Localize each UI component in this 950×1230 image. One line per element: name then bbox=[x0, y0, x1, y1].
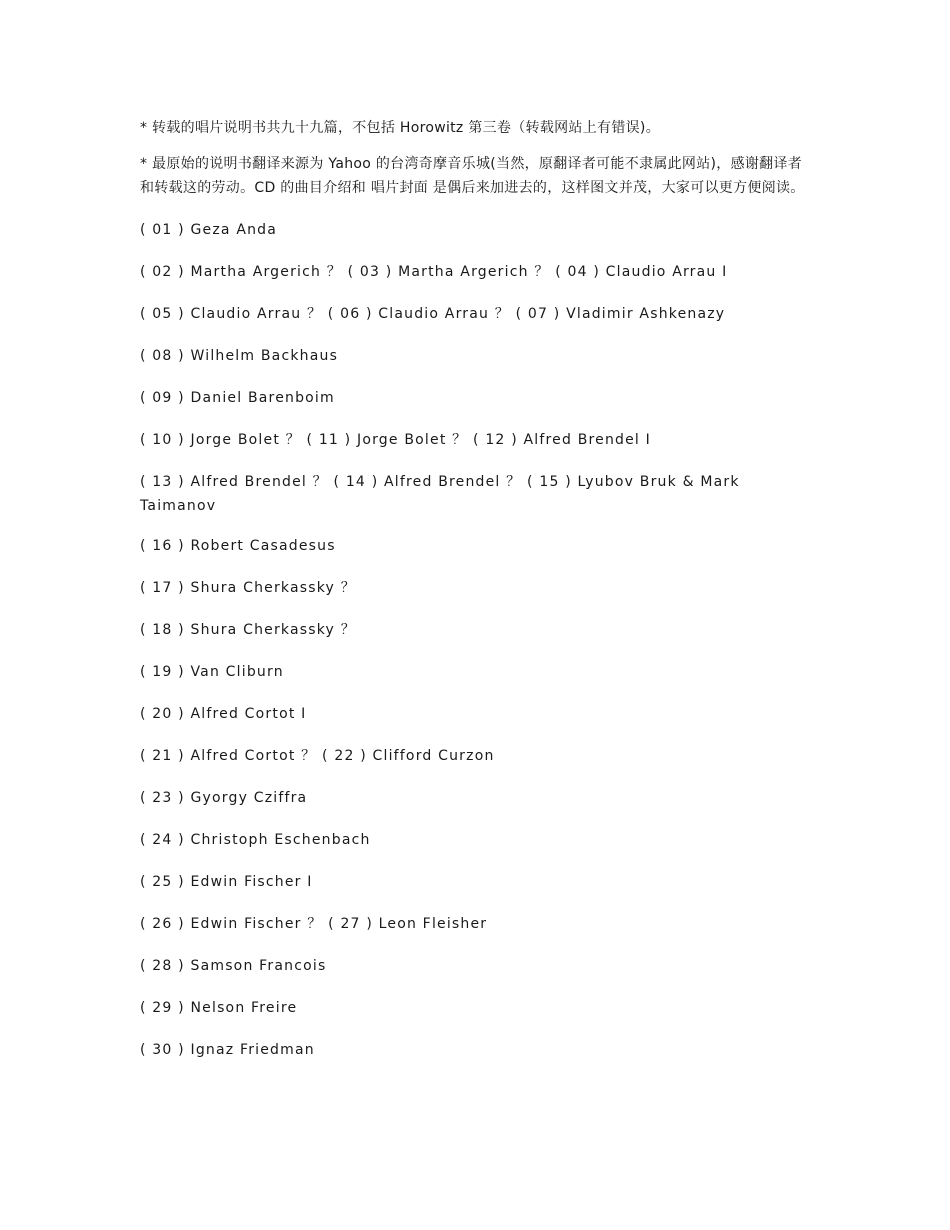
document-body bbox=[140, 116, 810, 1080]
list-item: ( 24 ) Christoph Eschenbach bbox=[140, 832, 371, 848]
list-item: ( 09 ) Daniel Barenboim bbox=[140, 390, 335, 406]
list-item: ( 19 ) Van Cliburn bbox=[140, 664, 284, 680]
list-item: ( 17 ) Shura Cherkassky ？ bbox=[140, 580, 356, 596]
list-item: ( 01 ) Geza Anda bbox=[140, 222, 278, 238]
list-item: ( 21 ) Alfred Cortot ？ ( 22 ) Clifford Curzon bbox=[140, 748, 495, 764]
list-item: ( 30 ) Ignaz Friedman bbox=[140, 1042, 315, 1058]
list-item: ( 02 ) Martha Argerich ？ ( 03 ) Martha Argerich ？ ( 04 ) Claudio Arrau I bbox=[140, 264, 728, 280]
list-item: ( 05 ) Claudio Arrau ？ ( 06 ) Claudio Arrau ？ ( 07 ) Vladimir Ashkenazy bbox=[140, 306, 726, 322]
list-item: ( 20 ) Alfred Cortot I bbox=[140, 706, 307, 722]
list-item: ( 18 ) Shura Cherkassky ？ bbox=[140, 622, 356, 638]
list-item: ( 29 ) Nelson Freire bbox=[140, 1000, 298, 1016]
translation-note: * 最原始的说明书翻译来源为 Yahoo 的台湾奇摩音乐城(当然，原翻译者可能不隶属此网站)，感谢翻译者和转载这的劳动。CD 的曲目介绍和 唱片封面 是偶后来加进去的，这样图文并茂，大家可以更方便阅读。 bbox=[140, 156, 805, 196]
list-item: ( 28 ) Samson Francois bbox=[140, 958, 327, 974]
list-item: ( 10 ) Jorge Bolet ？ ( 11 ) Jorge Bolet ？ ( 12 ) Alfred Brendel I bbox=[140, 432, 652, 448]
list-item: ( 25 ) Edwin Fischer I bbox=[140, 874, 313, 890]
pianist-list bbox=[140, 218, 810, 1062]
list-item: ( 23 ) Gyorgy Cziffra bbox=[140, 790, 308, 806]
list-item: ( 26 ) Edwin Fischer ？ ( 27 ) Leon Fleisher bbox=[140, 916, 488, 932]
intro-note: * 转载的唱片说明书共九十九篇，不包括 Horowitz 第三卷（转载网站上有错误)。 bbox=[140, 120, 660, 136]
list-item: ( 13 ) Alfred Brendel ？ ( 14 ) Alfred Brendel ？ ( 15 ) Lyubov Bruk & Mark Taimanov bbox=[140, 474, 740, 514]
list-item: ( 08 ) Wilhelm Backhaus bbox=[140, 348, 339, 364]
list-item: ( 16 ) Robert Casadesus bbox=[140, 538, 336, 554]
